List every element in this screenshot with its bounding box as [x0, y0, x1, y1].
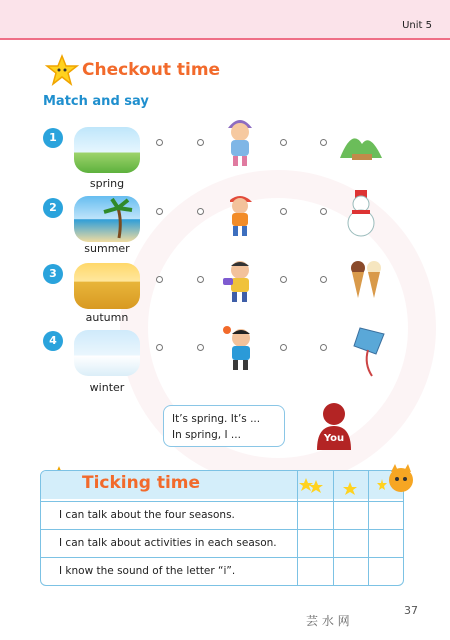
table-row [41, 557, 403, 585]
cat-mascot-icon [386, 462, 416, 496]
match-dot[interactable] [280, 344, 287, 351]
season-label: winter [89, 381, 125, 394]
row-number: 2 [43, 198, 63, 218]
match-dot[interactable] [320, 276, 327, 283]
kid-playing-icon [222, 190, 258, 240]
row-text: I know the sound of the letter “i”. [59, 565, 236, 577]
match-dot[interactable] [320, 208, 327, 215]
match-dot[interactable] [197, 276, 204, 283]
speech-bubble [163, 405, 285, 447]
footer-watermark: 芸 水 网 [306, 614, 350, 628]
row-number: 1 [43, 128, 63, 148]
match-dot[interactable] [320, 139, 327, 146]
match-dot[interactable] [156, 139, 163, 146]
mountain-picnic-icon [338, 124, 384, 166]
match-dot[interactable] [197, 344, 204, 351]
match-dot[interactable] [197, 208, 204, 215]
match-dot[interactable] [197, 139, 204, 146]
page-number: 37 [404, 604, 418, 617]
autumn-image [74, 263, 140, 309]
unit-label: Unit 5 [402, 20, 432, 31]
you-label: You [323, 433, 345, 444]
row-number: 3 [43, 264, 63, 284]
speech-line-1: It’s spring. It’s ... [172, 413, 261, 425]
kid-winter-clothes-icon [222, 114, 258, 170]
kid-eating-icon [219, 256, 261, 306]
star-rating-icon [298, 476, 324, 496]
ice-cream-icon [346, 258, 386, 302]
header-band [0, 0, 450, 40]
ticking-title: Ticking time [82, 473, 201, 493]
table-row [41, 529, 403, 557]
row-text: I can talk about the four seasons. [59, 509, 235, 521]
match-dot[interactable] [156, 208, 163, 215]
star-mascot-icon [44, 54, 80, 86]
winter-image [74, 330, 140, 376]
match-dot[interactable] [280, 276, 287, 283]
star-rating-icon [340, 480, 360, 498]
match-dot[interactable] [280, 139, 287, 146]
match-dot[interactable] [320, 344, 327, 351]
match-dot[interactable] [280, 208, 287, 215]
match-dot[interactable] [156, 344, 163, 351]
match-heading: Match and say [43, 94, 149, 109]
table-row [41, 501, 403, 529]
checkout-title: Checkout time [82, 60, 221, 80]
season-label: spring [89, 177, 125, 190]
season-label: summer [84, 242, 130, 255]
kite-icon [350, 324, 390, 380]
spring-image [74, 127, 140, 173]
kid-hot-weather-icon [219, 322, 261, 378]
speech-line-2: In spring, I ... [172, 429, 241, 441]
match-dot[interactable] [156, 276, 163, 283]
row-number: 4 [43, 331, 63, 351]
summer-image [74, 196, 140, 242]
snowman-icon [338, 188, 384, 240]
row-text: I can talk about activities in each season. [59, 537, 277, 549]
season-label: autumn [85, 311, 129, 324]
